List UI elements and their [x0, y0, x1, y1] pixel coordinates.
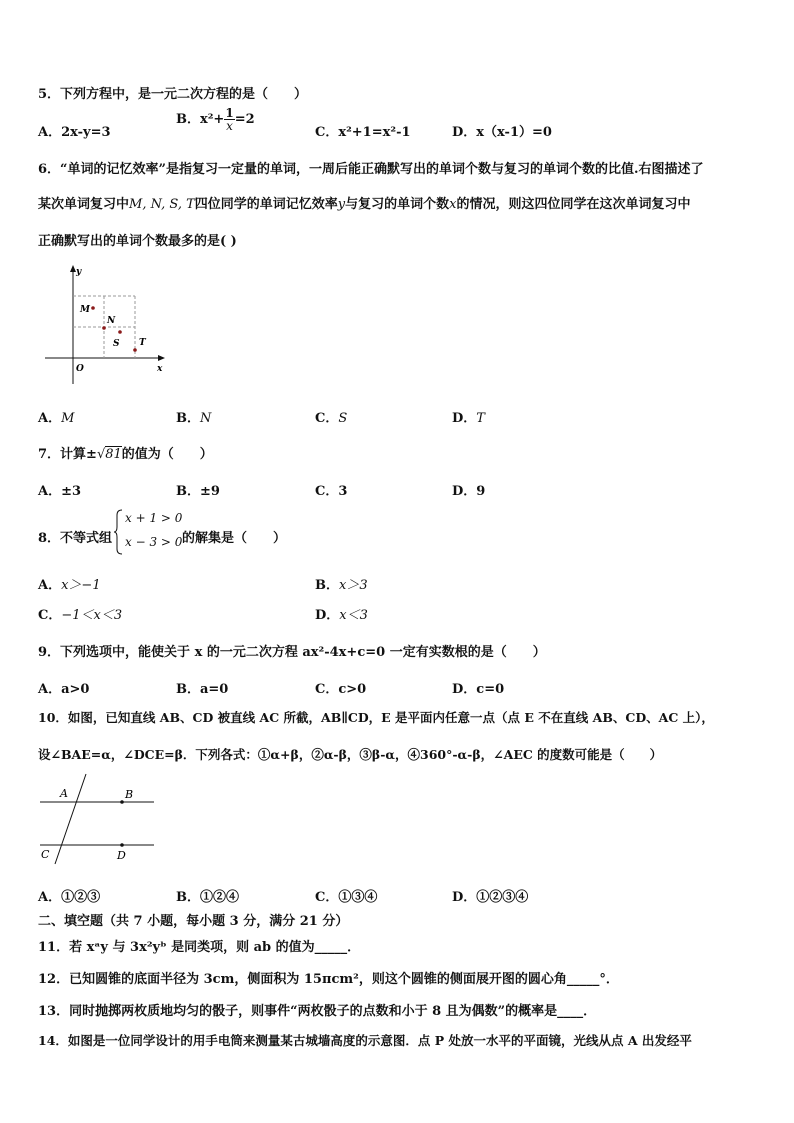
q6-line2-b: 四位同学的单词记忆效率	[194, 197, 338, 212]
q6-line1: 6．“单词的记忆效率”是指复习一定量的单词，一周后能正确默写出的单词个数与复习的单词个数的比值.右图描述了	[38, 162, 704, 177]
q7-radical: √81	[96, 447, 122, 462]
q9-stem: 9．下列选项中，能使关于 x 的一元二次方程 ax²-4x+c=0 一定有实数根的是（ ）	[38, 645, 546, 660]
q7-stem	[38, 443, 213, 462]
q10-figure	[36, 770, 160, 866]
q10-label-a: A	[60, 787, 68, 800]
q6-line3: 正确默写出的单词个数最多的是( )	[38, 234, 237, 249]
q8-brace	[113, 509, 123, 555]
q10-option-b: B．①②④	[176, 890, 239, 905]
q6-option-b-label: B．	[176, 411, 200, 426]
q10-line2: 设∠BAE=α，∠DCE=β．下列各式：①α+β，②α-β，③β-α，④360°-α-β，∠AEC 的度数可能是（ ）	[38, 747, 663, 762]
q6-line2-c: 与复习的单词个数	[345, 197, 450, 212]
q12: 12．已知圆锥的底面半径为 3cm，侧面积为 15πcm²，则这个圆锥的侧面展开图的圆心角_____°．	[38, 972, 619, 987]
q8-option-d-expr: x＜3	[339, 608, 368, 623]
q7-stem-b: 的值为（ ）	[121, 447, 213, 462]
q8-option-b	[315, 574, 368, 593]
q6-line2-a: 某次单词复习中	[38, 197, 130, 212]
q8-stem-a: 8．不等式组	[38, 531, 113, 546]
q8-option-a-label: A．	[38, 578, 62, 593]
q14: 14．如图是一位同学设计的用手电筒来测量某古城墙高度的示意图．点 P 处放一水平的平面镜，光线从点 A 出发经平	[38, 1033, 692, 1048]
q5-option-b-text: B．x²+	[176, 112, 225, 127]
q6-line2-d: 的情况，则这四位同学在这次单词复习中	[456, 197, 691, 212]
q5-fraction	[224, 107, 234, 132]
q9-option-d: D．c=0	[452, 682, 505, 697]
q9-option-a: A．a>0	[38, 682, 90, 697]
q6-option-c	[315, 407, 347, 426]
q6-label-x: x	[157, 364, 163, 374]
q6-label-m: M	[80, 305, 90, 315]
q8-option-d	[315, 604, 368, 623]
q7-option-d: D．9	[452, 484, 486, 499]
q6-option-d-var: T	[476, 411, 485, 426]
q8-system	[113, 509, 185, 555]
q6-option-a-label: A．	[38, 411, 62, 426]
q6-option-d	[452, 407, 485, 426]
q5-option-b-tail: =2	[234, 112, 255, 127]
q8-ineq1: x + 1 > 0	[125, 511, 183, 525]
q8-ineq2: x − 3 > 0	[125, 535, 183, 549]
q8-option-b-label: B．	[315, 578, 339, 593]
q10-line1: 10．如图，已知直线 AB、CD 被直线 AC 所截，AB∥CD，E 是平面内任意一点（点 E 不在直线 AB、CD、AC 上），	[38, 710, 714, 725]
q10-point-b	[120, 800, 124, 804]
q7-option-b: B．±9	[176, 484, 220, 499]
q6-option-c-label: C．	[315, 411, 339, 426]
q8-option-c-label: C．	[38, 608, 62, 623]
q6-line2	[38, 193, 691, 212]
q5-stem: 5．下列方程中，是一元二次方程的是（ ）	[38, 87, 308, 102]
q10-label-b: B	[125, 788, 134, 801]
q6-option-c-var: S	[338, 411, 348, 426]
q8-option-a	[38, 574, 101, 593]
q5-fraction-denominator: x	[226, 119, 233, 133]
q7-stem-a: 7．计算±	[38, 447, 97, 462]
q10-option-a: A．①②③	[38, 890, 101, 905]
q6-point-s	[118, 330, 122, 334]
q6-option-a	[38, 407, 74, 426]
q6-line2-y: y	[337, 197, 346, 212]
q5-option-a: A．2x-y=3	[38, 125, 111, 140]
q8-stem-b: 的解集是（ ）	[182, 531, 287, 546]
q6-option-b	[176, 407, 211, 426]
q5-option-c: C．x²+1=x²-1	[315, 125, 411, 140]
q6-label-t: T	[139, 338, 146, 348]
q8-option-d-label: D．	[315, 608, 340, 623]
q5-option-b	[176, 107, 255, 132]
q11: 11．若 xᵃy 与 3x²yᵇ 是同类项，则 ab 的值为_____．	[38, 940, 361, 955]
q6-graph	[40, 262, 170, 392]
q7-radicand: 81	[105, 447, 122, 462]
q8-option-c-expr: −1＜x＜3	[61, 608, 123, 623]
q10-option-c: C．①③④	[315, 890, 378, 905]
q5-fraction-numerator: 1	[225, 106, 234, 120]
q8-option-c	[38, 604, 122, 623]
q10-label-c: C	[41, 848, 50, 861]
q9-option-c: C．c>0	[315, 682, 367, 697]
q7-option-a: A．±3	[38, 484, 82, 499]
q6-line2-vars: M, N, S, T	[129, 197, 195, 212]
q6-label-n: N	[107, 316, 116, 326]
q9-option-b: B．a=0	[176, 682, 229, 697]
q10-option-d: D．①②③④	[452, 890, 529, 905]
q6-line2-x: x	[449, 197, 457, 212]
q6-option-d-label: D．	[452, 411, 477, 426]
section2-heading: 二、填空题（共 7 小题，每小题 3 分，满分 21 分）	[38, 914, 349, 929]
q7-option-c: C．3	[315, 484, 348, 499]
q6-label-s: S	[113, 339, 120, 349]
q6-x-arrow	[158, 355, 165, 361]
q6-label-y: y	[76, 267, 82, 277]
q8-option-b-expr: x＞3	[339, 578, 368, 593]
q6-point-t	[133, 348, 137, 352]
q10-point-d	[120, 843, 124, 847]
q8-option-a-expr: x＞−1	[61, 578, 101, 593]
q6-option-b-var: N	[200, 411, 212, 426]
q6-point-m	[91, 306, 95, 310]
q6-point-n	[102, 326, 106, 330]
q6-label-o: O	[76, 364, 84, 374]
q10-label-d: D	[117, 849, 126, 862]
q5-option-d: D．x（x-1）=0	[452, 125, 552, 140]
q6-option-a-var: M	[61, 411, 75, 426]
q13: 13．同时抛掷两枚质地均匀的骰子，则事件“两枚骰子的点数和小于 8 且为偶数”的概率是____．	[38, 1004, 597, 1019]
